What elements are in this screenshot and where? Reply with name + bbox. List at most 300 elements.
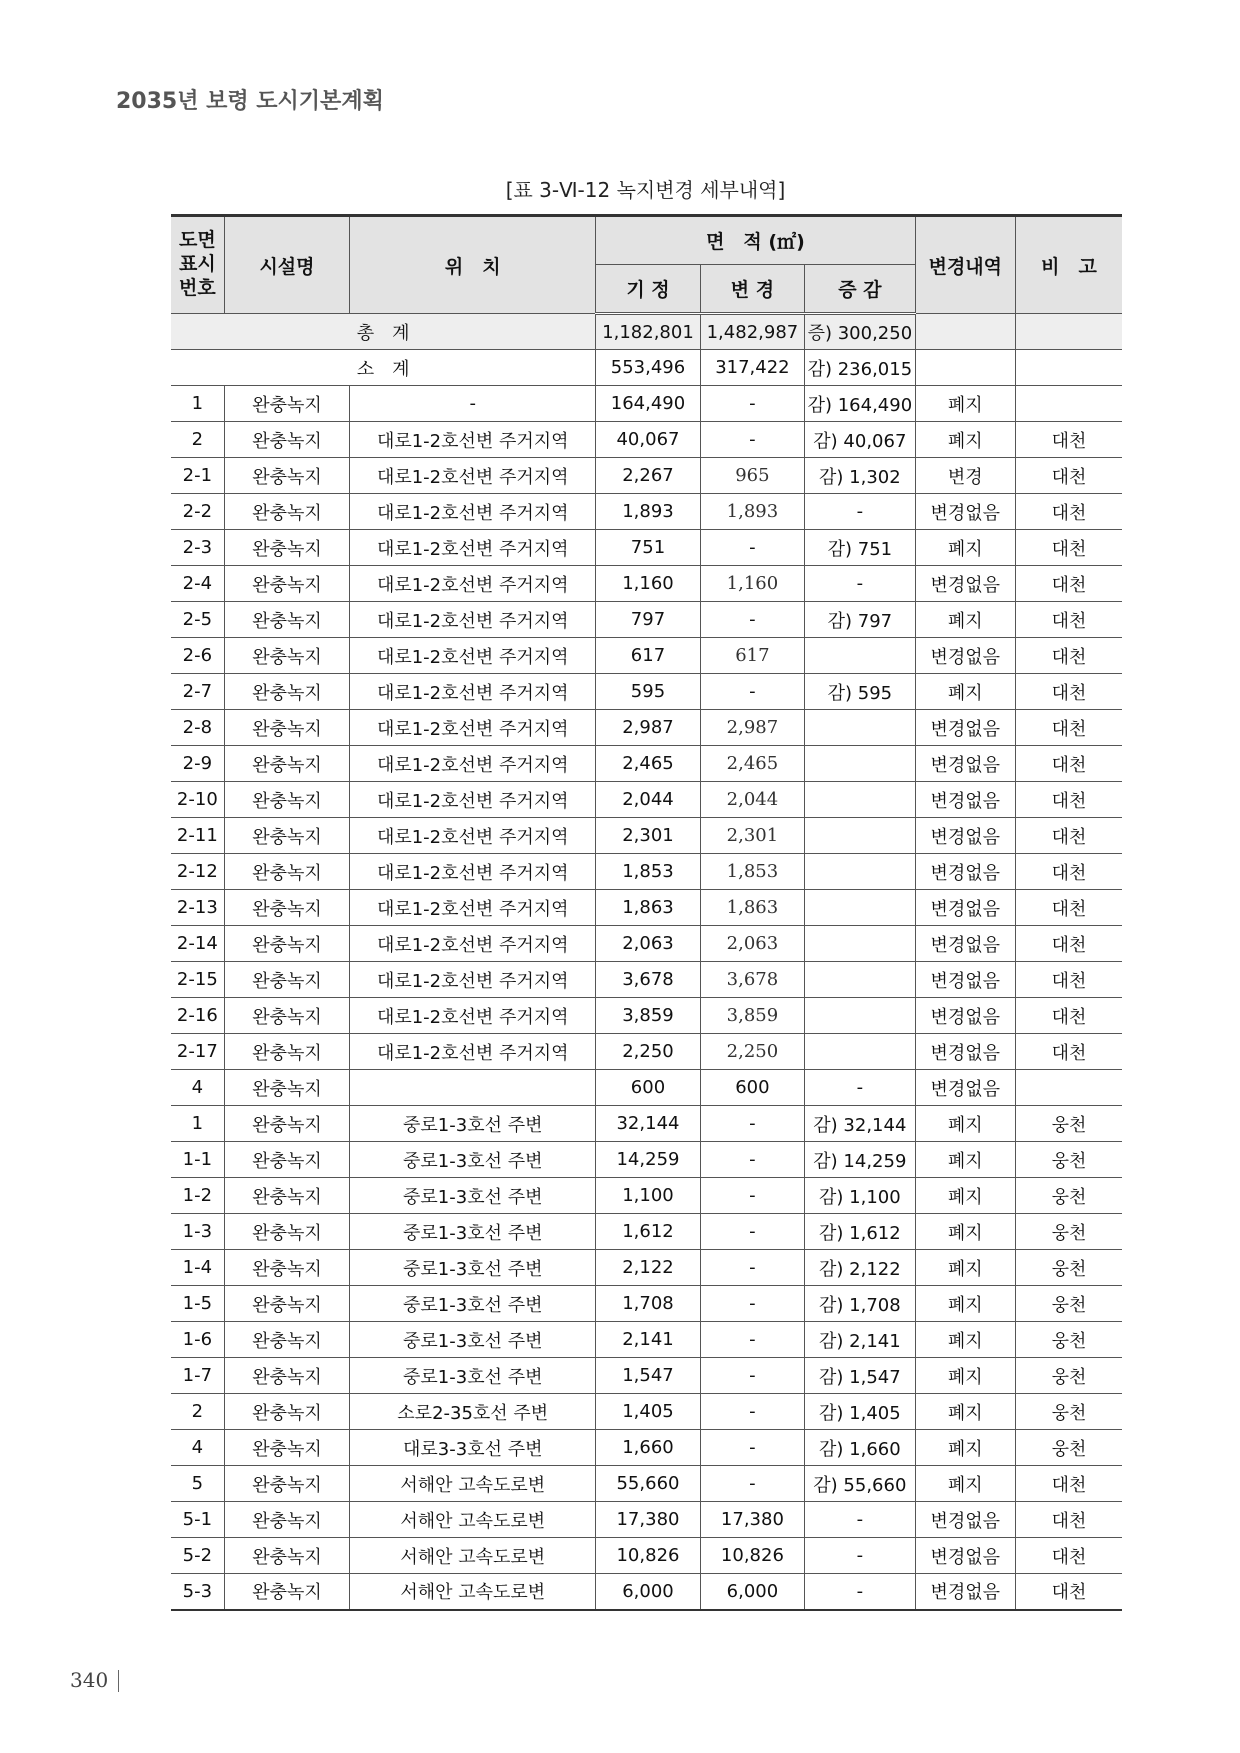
area-difference (805, 962, 915, 998)
table-row (171, 890, 1122, 926)
table-row (171, 458, 1122, 494)
change-detail: 변경없음 (915, 566, 1015, 602)
table-row (171, 746, 1122, 782)
note: 대천 (1016, 1466, 1122, 1502)
area-difference: 감) 40,067 (805, 422, 915, 458)
changed-area: 2,987 (700, 710, 804, 746)
page-number: 340 (70, 1668, 109, 1692)
location: 대로1-2호선변 주거지역 (350, 674, 596, 710)
table-row (171, 1322, 1122, 1358)
map-number: 2-14 (171, 926, 224, 962)
table-row (171, 386, 1122, 422)
note: 웅천 (1016, 1106, 1122, 1142)
table-row (171, 926, 1122, 962)
header-map-number: 도면 표시 번호 (171, 216, 224, 314)
existing-area: 595 (596, 674, 700, 710)
location: 대로1-2호선변 주거지역 (350, 962, 596, 998)
change-detail: 변경없음 (915, 638, 1015, 674)
facility-name: 완충녹지 (224, 386, 350, 422)
changed-area: 2,301 (700, 818, 804, 854)
table-row (171, 1430, 1122, 1466)
changed-area: 617 (700, 638, 804, 674)
note: 대천 (1016, 458, 1122, 494)
existing-area: 751 (596, 530, 700, 566)
area-difference (805, 746, 915, 782)
table-row (171, 602, 1122, 638)
location: - (350, 386, 596, 422)
map-number: 2-4 (171, 566, 224, 602)
location: 소로2-35호선 주변 (350, 1394, 596, 1430)
map-number: 2-13 (171, 890, 224, 926)
note: 웅천 (1016, 1214, 1122, 1250)
map-number: 2-5 (171, 602, 224, 638)
map-number: 2-16 (171, 998, 224, 1034)
existing-area: 6,000 (596, 1574, 700, 1610)
facility-name: 완충녹지 (224, 1250, 350, 1286)
map-number: 2-11 (171, 818, 224, 854)
changed-area: 2,250 (700, 1034, 804, 1070)
changed-area: 10,826 (700, 1538, 804, 1574)
changed-area: 600 (700, 1070, 804, 1106)
area-difference: - (805, 1502, 915, 1538)
changed-area: - (700, 1430, 804, 1466)
facility-name: 완충녹지 (224, 710, 350, 746)
change-detail: 변경없음 (915, 1574, 1015, 1610)
area-difference: 감) 55,660 (805, 1466, 915, 1502)
changed-area: 2,063 (700, 926, 804, 962)
existing-area: 1,863 (596, 890, 700, 926)
header-location: 위 치 (350, 216, 596, 314)
changed-area: - (700, 674, 804, 710)
facility-name: 완충녹지 (224, 1142, 350, 1178)
facility-name: 완충녹지 (224, 1070, 350, 1106)
existing-area: 14,259 (596, 1142, 700, 1178)
facility-name: 완충녹지 (224, 890, 350, 926)
area-difference (805, 926, 915, 962)
area-difference (805, 782, 915, 818)
facility-name: 완충녹지 (224, 746, 350, 782)
facility-name: 완충녹지 (224, 602, 350, 638)
map-number: 1-3 (171, 1214, 224, 1250)
facility-name: 완충녹지 (224, 1178, 350, 1214)
area-difference: 감) 751 (805, 530, 915, 566)
map-number: 1-2 (171, 1178, 224, 1214)
table-row (171, 1070, 1122, 1106)
map-number: 1-5 (171, 1286, 224, 1322)
existing-area: 2,267 (596, 458, 700, 494)
note: 웅천 (1016, 1394, 1122, 1430)
map-number: 2-1 (171, 458, 224, 494)
location: 중로1-3호선 주변 (350, 1142, 596, 1178)
existing-area: 3,859 (596, 998, 700, 1034)
note: 대천 (1016, 962, 1122, 998)
area-difference: 감) 164,490 (805, 386, 915, 422)
table-row (171, 818, 1122, 854)
green-area-change-table (171, 214, 1122, 1611)
changed-area: 965 (700, 458, 804, 494)
table-row (171, 1214, 1122, 1250)
changed-area: - (700, 1466, 804, 1502)
facility-name: 완충녹지 (224, 998, 350, 1034)
existing-area: 1,100 (596, 1178, 700, 1214)
table-row (171, 566, 1122, 602)
changed-area: - (700, 422, 804, 458)
note: 웅천 (1016, 1286, 1122, 1322)
change-detail: 폐지 (915, 1214, 1015, 1250)
changed-area: - (700, 1394, 804, 1430)
facility-name: 완충녹지 (224, 926, 350, 962)
note: 웅천 (1016, 1142, 1122, 1178)
changed-area: - (700, 1142, 804, 1178)
map-number: 1 (171, 1106, 224, 1142)
location: 대로1-2호선변 주거지역 (350, 818, 596, 854)
location (350, 1070, 596, 1106)
area-difference (805, 638, 915, 674)
facility-name: 완충녹지 (224, 1466, 350, 1502)
note: 대천 (1016, 854, 1122, 890)
change-detail: 폐지 (915, 1466, 1015, 1502)
facility-name: 완충녹지 (224, 422, 350, 458)
note: 대천 (1016, 998, 1122, 1034)
area-difference: 감) 1,612 (805, 1214, 915, 1250)
map-number: 2-3 (171, 530, 224, 566)
map-number: 2-6 (171, 638, 224, 674)
existing-area: 2,250 (596, 1034, 700, 1070)
table-row (171, 1394, 1122, 1430)
area-difference: - (805, 1070, 915, 1106)
table-row (171, 422, 1122, 458)
location: 대로1-2호선변 주거지역 (350, 998, 596, 1034)
location: 대로1-2호선변 주거지역 (350, 926, 596, 962)
change-detail: 변경없음 (915, 1070, 1015, 1106)
location: 서해안 고속도로변 (350, 1574, 596, 1610)
document-header: 2035년 보령 도시기본계획 (116, 89, 384, 114)
map-number: 5-1 (171, 1502, 224, 1538)
change-detail: 변경없음 (915, 1034, 1015, 1070)
area-difference (805, 710, 915, 746)
note: 웅천 (1016, 1178, 1122, 1214)
area-difference: 감) 14,259 (805, 1142, 915, 1178)
note (1016, 386, 1122, 422)
note: 대천 (1016, 602, 1122, 638)
subtotal-row (171, 350, 1122, 386)
table-row (171, 1178, 1122, 1214)
map-number: 2-15 (171, 962, 224, 998)
header-existing: 기 정 (596, 265, 700, 314)
header-difference: 증 감 (805, 265, 915, 314)
changed-area: 3,678 (700, 962, 804, 998)
table-row (171, 962, 1122, 998)
facility-name: 완충녹지 (224, 1214, 350, 1250)
area-difference (805, 818, 915, 854)
note: 대천 (1016, 638, 1122, 674)
area-difference: 감) 1,708 (805, 1286, 915, 1322)
map-number: 4 (171, 1430, 224, 1466)
changed-area: 3,859 (700, 998, 804, 1034)
existing-area: 17,380 (596, 1502, 700, 1538)
note (1016, 1070, 1122, 1106)
table-row (171, 782, 1122, 818)
change-detail: 변경없음 (915, 926, 1015, 962)
table-row (171, 1106, 1122, 1142)
change-detail: 변경없음 (915, 746, 1015, 782)
existing-area: 2,063 (596, 926, 700, 962)
area-difference: 감) 2,122 (805, 1250, 915, 1286)
table-row (171, 1142, 1122, 1178)
changed-area: 1,893 (700, 494, 804, 530)
changed-area: 1,863 (700, 890, 804, 926)
facility-name: 완충녹지 (224, 638, 350, 674)
total-label: 총 계 (171, 314, 596, 350)
table-caption: [표 3-Ⅵ-12 녹지변경 세부내역] (505, 178, 786, 202)
area-difference: - (805, 494, 915, 530)
area-difference (805, 890, 915, 926)
location: 대로1-2호선변 주거지역 (350, 422, 596, 458)
facility-name: 완충녹지 (224, 782, 350, 818)
change-detail: 변경없음 (915, 494, 1015, 530)
changed-area: - (700, 1358, 804, 1394)
change-detail: 폐지 (915, 1394, 1015, 1430)
changed-area: - (700, 1106, 804, 1142)
location: 중로1-3호선 주변 (350, 1106, 596, 1142)
change-detail: 폐지 (915, 1430, 1015, 1466)
change-detail: 변경없음 (915, 782, 1015, 818)
location: 서해안 고속도로변 (350, 1538, 596, 1574)
note: 대천 (1016, 926, 1122, 962)
area-difference: 감) 1,100 (805, 1178, 915, 1214)
table-row (171, 494, 1122, 530)
changed-area: 1,160 (700, 566, 804, 602)
location: 대로1-2호선변 주거지역 (350, 638, 596, 674)
table-row (171, 998, 1122, 1034)
facility-name: 완충녹지 (224, 854, 350, 890)
map-number: 2-7 (171, 674, 224, 710)
existing-area: 1,405 (596, 1394, 700, 1430)
area-difference (805, 854, 915, 890)
location: 중로1-3호선 주변 (350, 1322, 596, 1358)
location: 대로1-2호선변 주거지역 (350, 746, 596, 782)
facility-name: 완충녹지 (224, 1394, 350, 1430)
total-existing: 1,182,801 (596, 314, 700, 350)
table-row (171, 1286, 1122, 1322)
table-row (171, 530, 1122, 566)
area-difference: 감) 1,660 (805, 1430, 915, 1466)
map-number: 1-6 (171, 1322, 224, 1358)
location: 대로1-2호선변 주거지역 (350, 890, 596, 926)
change-detail: 변경없음 (915, 1538, 1015, 1574)
header-facility-name: 시설명 (224, 216, 350, 314)
change-detail: 변경없음 (915, 998, 1015, 1034)
changed-area: 1,853 (700, 854, 804, 890)
location: 중로1-3호선 주변 (350, 1358, 596, 1394)
header-changed: 변 경 (700, 265, 804, 314)
note: 대천 (1016, 1574, 1122, 1610)
header-note: 비 고 (1016, 216, 1122, 314)
facility-name: 완충녹지 (224, 494, 350, 530)
changed-area: - (700, 1286, 804, 1322)
changed-area: 2,044 (700, 782, 804, 818)
note: 대천 (1016, 1502, 1122, 1538)
existing-area: 40,067 (596, 422, 700, 458)
change-detail: 변경없음 (915, 710, 1015, 746)
table-row (171, 1250, 1122, 1286)
page-number-divider (118, 1670, 119, 1692)
table-row (171, 1466, 1122, 1502)
map-number: 2-17 (171, 1034, 224, 1070)
change-detail: 변경 (915, 458, 1015, 494)
existing-area: 164,490 (596, 386, 700, 422)
facility-name: 완충녹지 (224, 1430, 350, 1466)
location: 대로1-2호선변 주거지역 (350, 530, 596, 566)
table-row (171, 1574, 1122, 1610)
existing-area: 1,547 (596, 1358, 700, 1394)
existing-area: 1,893 (596, 494, 700, 530)
existing-area: 2,141 (596, 1322, 700, 1358)
subtotal-difference: 감) 236,015 (805, 350, 915, 386)
location: 대로1-2호선변 주거지역 (350, 782, 596, 818)
area-difference (805, 998, 915, 1034)
table-row (171, 1538, 1122, 1574)
note: 웅천 (1016, 1430, 1122, 1466)
facility-name: 완충녹지 (224, 674, 350, 710)
change-detail: 폐지 (915, 1358, 1015, 1394)
facility-name: 완충녹지 (224, 1106, 350, 1142)
location: 중로1-3호선 주변 (350, 1214, 596, 1250)
change-detail: 폐지 (915, 530, 1015, 566)
location: 중로1-3호선 주변 (350, 1250, 596, 1286)
area-difference: 감) 2,141 (805, 1322, 915, 1358)
change-detail: 폐지 (915, 1178, 1015, 1214)
map-number: 2-12 (171, 854, 224, 890)
total-difference: 증) 300,250 (805, 314, 915, 350)
existing-area: 1,612 (596, 1214, 700, 1250)
existing-area: 2,465 (596, 746, 700, 782)
note: 웅천 (1016, 1250, 1122, 1286)
header-change-detail: 변경내역 (915, 216, 1015, 314)
note: 대천 (1016, 422, 1122, 458)
note: 웅천 (1016, 1358, 1122, 1394)
location: 대로3-3호선 주변 (350, 1430, 596, 1466)
note: 대천 (1016, 566, 1122, 602)
facility-name: 완충녹지 (224, 1358, 350, 1394)
existing-area: 2,301 (596, 818, 700, 854)
changed-area: - (700, 1178, 804, 1214)
note: 대천 (1016, 818, 1122, 854)
location: 대로1-2호선변 주거지역 (350, 458, 596, 494)
changed-area: - (700, 1250, 804, 1286)
location: 서해안 고속도로변 (350, 1502, 596, 1538)
location: 대로1-2호선변 주거지역 (350, 566, 596, 602)
change-detail: 폐지 (915, 422, 1015, 458)
facility-name: 완충녹지 (224, 1574, 350, 1610)
facility-name: 완충녹지 (224, 1034, 350, 1070)
map-number: 5-3 (171, 1574, 224, 1610)
change-detail: 폐지 (915, 602, 1015, 638)
map-number: 2-9 (171, 746, 224, 782)
change-detail: 폐지 (915, 1142, 1015, 1178)
map-number: 5-2 (171, 1538, 224, 1574)
existing-area: 1,853 (596, 854, 700, 890)
changed-area: - (700, 530, 804, 566)
existing-area: 617 (596, 638, 700, 674)
note: 대천 (1016, 890, 1122, 926)
note: 대천 (1016, 782, 1122, 818)
changed-area: 17,380 (700, 1502, 804, 1538)
map-number: 1-4 (171, 1250, 224, 1286)
existing-area: 1,160 (596, 566, 700, 602)
changed-area: - (700, 1214, 804, 1250)
map-number: 1 (171, 386, 224, 422)
existing-area: 10,826 (596, 1538, 700, 1574)
change-detail: 변경없음 (915, 1502, 1015, 1538)
area-difference (805, 1034, 915, 1070)
changed-area: 6,000 (700, 1574, 804, 1610)
subtotal-change (915, 350, 1015, 386)
area-difference: 감) 1,405 (805, 1394, 915, 1430)
location: 대로1-2호선변 주거지역 (350, 602, 596, 638)
area-difference: 감) 32,144 (805, 1106, 915, 1142)
area-difference: - (805, 566, 915, 602)
note: 대천 (1016, 710, 1122, 746)
table-row (171, 638, 1122, 674)
subtotal-label: 소 계 (171, 350, 596, 386)
map-number: 2-10 (171, 782, 224, 818)
area-difference: 감) 595 (805, 674, 915, 710)
area-difference: 감) 797 (805, 602, 915, 638)
facility-name: 완충녹지 (224, 530, 350, 566)
changed-area: 2,465 (700, 746, 804, 782)
change-detail: 폐지 (915, 1286, 1015, 1322)
existing-area: 797 (596, 602, 700, 638)
facility-name: 완충녹지 (224, 818, 350, 854)
area-difference: - (805, 1538, 915, 1574)
existing-area: 1,708 (596, 1286, 700, 1322)
subtotal-note (1016, 350, 1122, 386)
existing-area: 55,660 (596, 1466, 700, 1502)
change-detail: 폐지 (915, 1106, 1015, 1142)
note: 대천 (1016, 674, 1122, 710)
change-detail: 변경없음 (915, 890, 1015, 926)
facility-name: 완충녹지 (224, 458, 350, 494)
existing-area: 2,044 (596, 782, 700, 818)
table-row (171, 1034, 1122, 1070)
existing-area: 2,987 (596, 710, 700, 746)
table-row (171, 854, 1122, 890)
changed-area: - (700, 602, 804, 638)
existing-area: 2,122 (596, 1250, 700, 1286)
map-number: 2 (171, 422, 224, 458)
total-changed: 1,482,987 (700, 314, 804, 350)
header-area: 면 적 (㎡) (596, 216, 915, 265)
map-number: 2-2 (171, 494, 224, 530)
location: 중로1-3호선 주변 (350, 1178, 596, 1214)
change-detail: 폐지 (915, 1322, 1015, 1358)
change-detail: 변경없음 (915, 854, 1015, 890)
subtotal-existing: 553,496 (596, 350, 700, 386)
existing-area: 1,660 (596, 1430, 700, 1466)
facility-name: 완충녹지 (224, 1286, 350, 1322)
total-note (1016, 314, 1122, 350)
note: 대천 (1016, 1538, 1122, 1574)
existing-area: 600 (596, 1070, 700, 1106)
facility-name: 완충녹지 (224, 566, 350, 602)
change-detail: 폐지 (915, 674, 1015, 710)
map-number: 4 (171, 1070, 224, 1106)
total-change (915, 314, 1015, 350)
table-row (171, 710, 1122, 746)
note: 대천 (1016, 1034, 1122, 1070)
location: 대로1-2호선변 주거지역 (350, 1034, 596, 1070)
